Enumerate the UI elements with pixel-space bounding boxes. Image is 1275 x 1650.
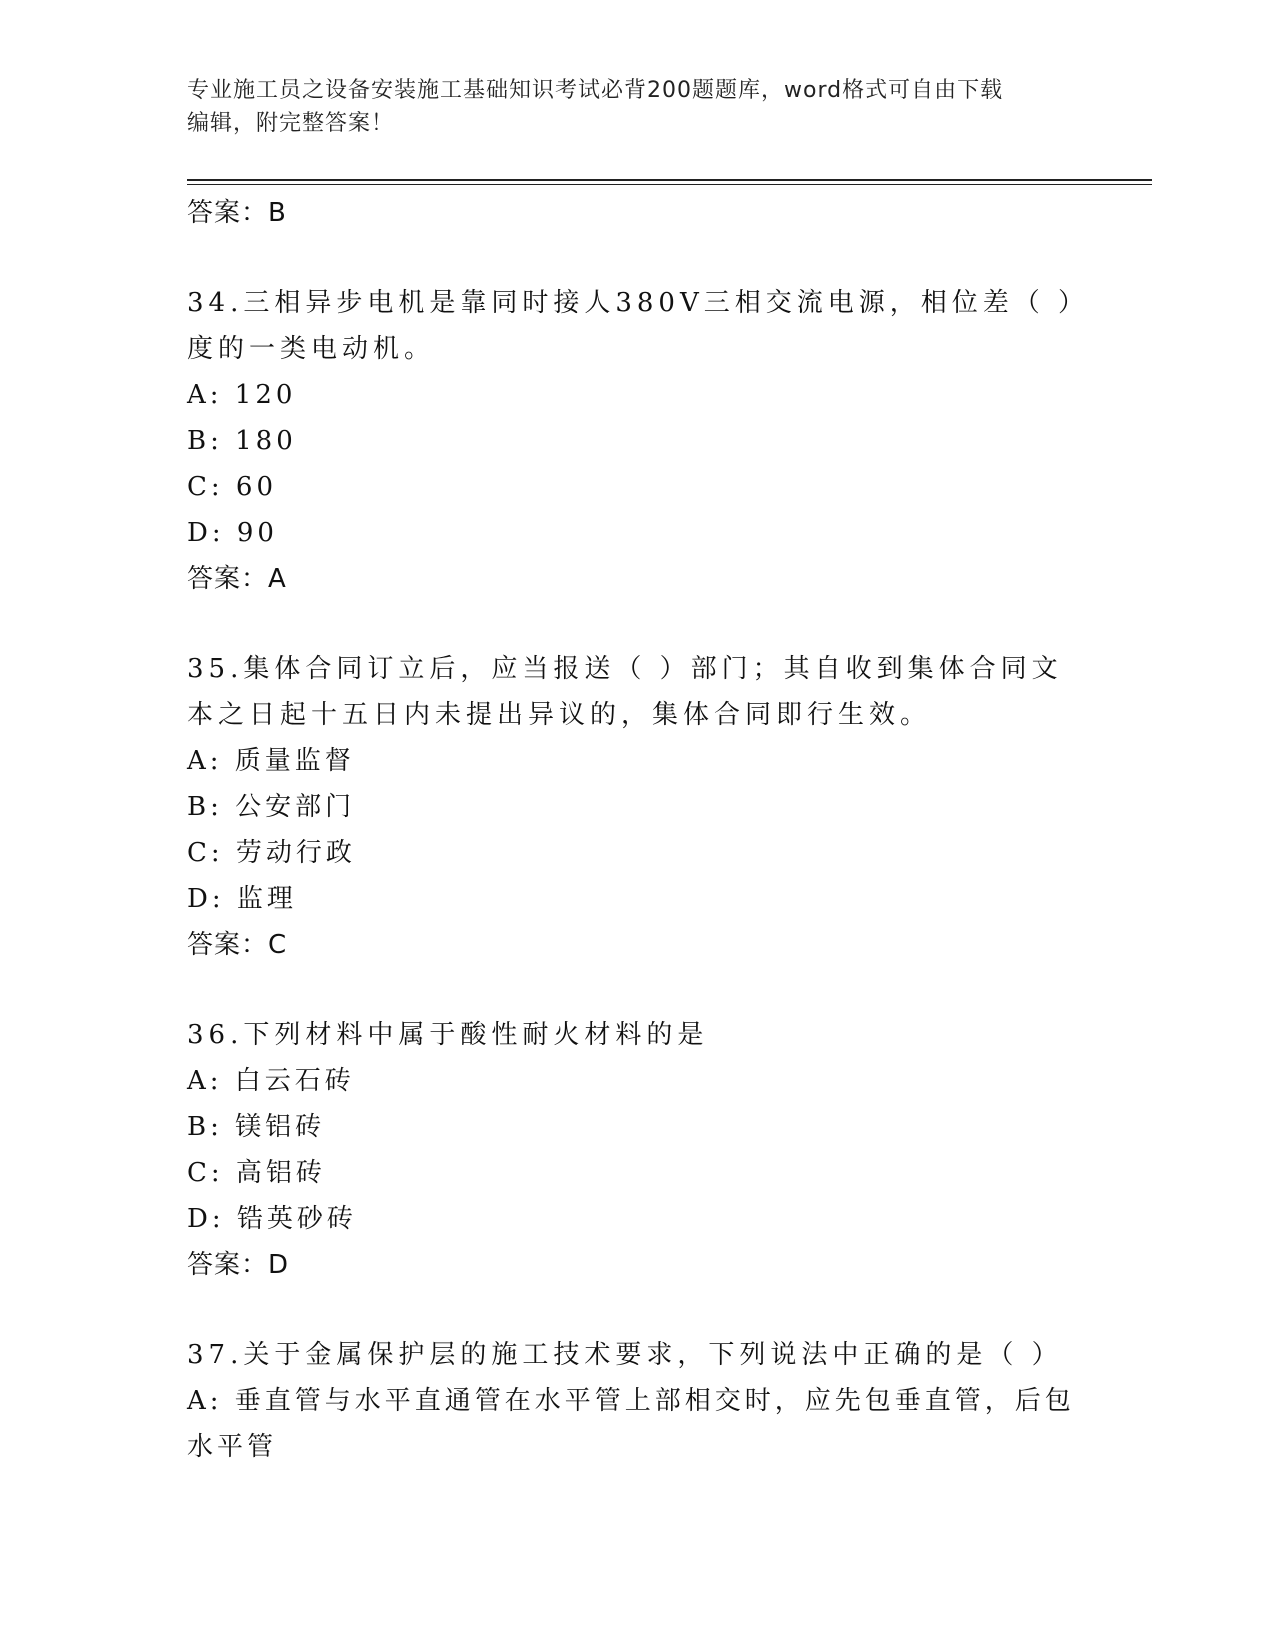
header-divider-thick [187, 179, 1152, 181]
question-34 [187, 280, 1087, 602]
question-stem: 34.三相异步电机是靠同时接人380V三相交流电源，相位差（ ）度的一类电动机。 [187, 288, 1077, 364]
spacer [187, 968, 1087, 1012]
answer-line: 答案：D [187, 1250, 290, 1280]
option-a: A: 120 [187, 380, 297, 410]
option-b: B: 180 [187, 426, 297, 456]
question-stem: 35.集体合同订立后，应当报送（ ）部门；其自收到集体合同文本之日起十五日内未提出异议的，集体合同即行生效。 [187, 654, 1063, 730]
option-d: D: 监理 [187, 884, 297, 914]
answer-line: 答案：C [187, 930, 288, 960]
spacer [187, 1288, 1087, 1332]
option-b: B: 公安部门 [187, 792, 356, 822]
header-line-2: 编辑，附完整答案！ [187, 111, 395, 136]
option-c: C: 60 [187, 472, 278, 502]
question-37 [187, 1332, 1087, 1470]
question-list [187, 190, 1087, 1470]
option-c: C: 劳动行政 [187, 838, 356, 868]
header-line-1: 专业施工员之设备安装施工基础知识考试必背200题题库，word格式可自由下载 [187, 78, 1004, 103]
option-c: C: 高铝砖 [187, 1158, 326, 1188]
spacer [187, 602, 1087, 646]
document-header [187, 74, 1067, 140]
option-a: A: 白云石砖 [187, 1066, 355, 1096]
option-a: A: 垂直管与水平直通管在水平管上部相交时，应先包垂直管，后包水平管 [187, 1386, 1075, 1462]
header-divider-thin [187, 184, 1152, 185]
option-d: D: 90 [187, 518, 278, 548]
option-d: D: 锆英砂砖 [187, 1204, 357, 1234]
previous-answer: 答案：B [187, 198, 287, 228]
question-stem: 36.下列材料中属于酸性耐火材料的是 [187, 1020, 709, 1050]
question-35 [187, 646, 1087, 968]
question-stem: 37.关于金属保护层的施工技术要求，下列说法中正确的是（ ） [187, 1340, 1063, 1370]
option-b: B: 镁铝砖 [187, 1112, 326, 1142]
question-36 [187, 1012, 1087, 1288]
option-a: A: 质量监督 [187, 746, 355, 776]
spacer [187, 236, 1087, 280]
answer-line: 答案：A [187, 564, 287, 594]
